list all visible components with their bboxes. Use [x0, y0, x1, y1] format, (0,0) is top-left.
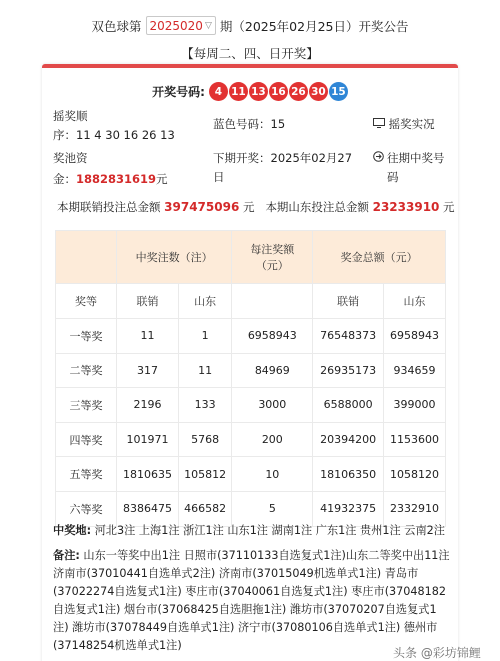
table-cell: 1 [179, 319, 232, 354]
red-ball: 4 [209, 82, 228, 101]
table-row [56, 491, 446, 526]
schedule-text: 【每周二、四、日开奖】 [181, 46, 319, 61]
draw-order: 摇奖顺 序：11 4 30 16 26 13 [53, 109, 175, 142]
pool-amount: 1882831619 [76, 172, 157, 186]
table-cell: 三等奖 [56, 388, 117, 423]
table-cell: 五等奖 [56, 457, 117, 492]
header-level: 奖等 [56, 284, 117, 319]
table-cell: 399000 [383, 388, 445, 423]
table-row [56, 422, 446, 457]
table-cell: 5768 [179, 422, 232, 457]
title-suffix: 期（2025年02月25日）开奖公告 [219, 18, 409, 34]
table-cell: 6588000 [313, 388, 384, 423]
table-cell: 20394200 [313, 422, 384, 457]
table-cell: 133 [179, 388, 232, 423]
table-cell: 3000 [232, 388, 313, 423]
table-cell: 105812 [179, 457, 232, 492]
red-ball: 26 [289, 82, 308, 101]
sales-totals: 本期联销投注总金额 397475096 元 本期山东投注总金额 23233910 元 [57, 200, 455, 214]
next-draw: 下期开奖：2025年02月27日 [213, 151, 353, 184]
table-cell: 11 [179, 353, 232, 388]
table-cell: 11 [117, 319, 179, 354]
table-cell: 1058120 [383, 457, 445, 492]
notes: 备注: 山东一等奖中出1注 日照市(37110133自选复式1注)山东二等奖中出11注 济南市(37010441自选单式2注) 济南市(37015049机选单式1注) 青岛市(37022274自选复式1注) 枣庄市(37040061自选复式1注) 枣庄市(37048182自选复式1注) 烟台市(37068425自选胆拖1注) 潍坊市(37070207自选复式1注) 潍坊市(37078449自选单式1注) 济宁市(37080106自选单式1注) 德州市(37148254机选单式1注) [53, 549, 450, 652]
table-cell: 8386475 [117, 491, 179, 526]
table-cell: 二等奖 [56, 353, 117, 388]
table-row [56, 319, 446, 354]
header-shandong-total: 山东 [383, 284, 445, 319]
prize-pool: 奖池资 金：1882831619元 [53, 151, 168, 186]
table-cell: 四等奖 [56, 422, 117, 457]
winning-numbers-label: 开奖号码: [152, 85, 205, 99]
table-cell: 1810635 [117, 457, 179, 492]
title-prefix: 双色球第 [91, 18, 142, 34]
table-cell: 10 [232, 457, 313, 492]
winning-numbers [42, 82, 458, 101]
issue-select[interactable] [146, 16, 216, 35]
header-each-blank [232, 284, 313, 319]
table-cell: 六等奖 [56, 491, 117, 526]
red-ball: 13 [249, 82, 268, 101]
header-each: 每注奖额（元） [232, 231, 313, 284]
table-cell: 934659 [383, 353, 445, 388]
table-cell: 6958943 [232, 319, 313, 354]
shandong-sales-amount: 23233910 [372, 200, 440, 214]
header-union: 联销 [117, 284, 179, 319]
live-video-link[interactable]: 摇奖实况 [373, 115, 435, 134]
header-union-total: 联销 [313, 284, 384, 319]
red-ball: 30 [309, 82, 328, 101]
table-row [56, 388, 446, 423]
header-count: 中奖注数（注） [117, 231, 232, 284]
red-ball: 11 [229, 82, 248, 101]
table-cell: 200 [232, 422, 313, 457]
table-cell: 466582 [179, 491, 232, 526]
table-cell: 317 [117, 353, 179, 388]
table-cell: 2332910 [383, 491, 445, 526]
result-card [42, 64, 458, 661]
prize-table [55, 230, 446, 527]
history-link[interactable]: 往期中奖号码 [373, 149, 453, 187]
table-cell: 76548373 [313, 319, 384, 354]
table-cell: 84969 [232, 353, 313, 388]
table-cell: 1153600 [383, 422, 445, 457]
table-row [56, 353, 446, 388]
monitor-icon [373, 115, 385, 134]
table-cell: 5 [232, 491, 313, 526]
chevron-down-icon: ▽ [204, 20, 212, 31]
blue-number: 蓝色号码：15 [213, 117, 286, 131]
winning-regions: 中奖地: 河北3注 上海1注 浙江1注 山东1注 湖南1注 广东1注 贵州1注 云南2注 [53, 524, 445, 537]
table-cell: 6958943 [383, 319, 445, 354]
table-cell: 18106350 [313, 457, 384, 492]
table-cell: 26935173 [313, 353, 384, 388]
table-row [56, 457, 446, 492]
watermark: 头条 @彩坊锦鲤 [393, 646, 481, 660]
table-cell: 41932375 [313, 491, 384, 526]
announcement-header [0, 0, 500, 62]
blue-ball: 15 [329, 82, 348, 101]
union-sales-amount: 397475096 [164, 200, 240, 214]
header-shandong: 山东 [179, 284, 232, 319]
header-blank [56, 231, 117, 284]
title-row [0, 16, 500, 35]
issue-value: 2025020 [149, 18, 203, 33]
draw-info [42, 107, 458, 227]
red-ball: 16 [269, 82, 288, 101]
arrow-circle-icon [373, 149, 384, 187]
table-cell: 101971 [117, 422, 179, 457]
header-total: 奖金总额（元） [313, 231, 446, 284]
table-cell: 2196 [117, 388, 179, 423]
remarks [53, 522, 451, 655]
table-cell: 一等奖 [56, 319, 117, 354]
